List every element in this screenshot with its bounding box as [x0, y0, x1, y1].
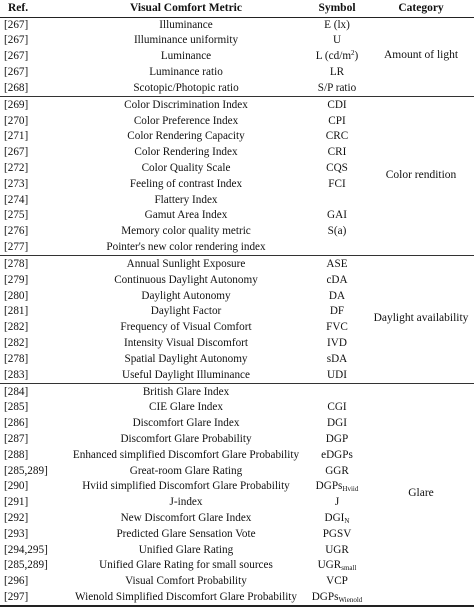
table-row	[0, 590, 474, 606]
ref-cell: [278]	[4, 257, 29, 270]
symbol-text: sDA	[326, 352, 348, 365]
ref-cell: [270]	[4, 114, 29, 127]
symbol-cell	[306, 464, 368, 480]
symbol-superscript: 2	[351, 49, 355, 58]
symbol-text: CPI	[328, 114, 346, 127]
table-row	[0, 432, 474, 448]
category-cell: Amount of light	[383, 49, 459, 61]
metric-cell: Color Preference Index	[133, 114, 239, 127]
symbol-cell	[306, 273, 368, 289]
ref-cell: [297]	[4, 590, 29, 603]
metric-cell: Color Rendering Capacity	[127, 130, 245, 143]
ref-cell: [281]	[4, 305, 29, 318]
metric-cell: Continuous Daylight Autonomy	[114, 273, 258, 286]
ref-cell: [284]	[4, 385, 29, 398]
ref-cell: [294,295]	[4, 543, 48, 556]
symbol-cell	[306, 65, 368, 81]
table-row	[0, 574, 474, 590]
metric-cell: British Glare Index	[142, 385, 230, 398]
metric-cell: Discomfort Glare Index	[132, 417, 240, 430]
symbol-cell	[306, 145, 368, 161]
symbol-cell	[306, 574, 368, 590]
metric-cell: Discomfort Glare Probability	[120, 432, 252, 445]
symbol-cell	[306, 590, 368, 607]
table-row	[0, 385, 474, 401]
metric-cell: Frequency of Visual Comfort	[120, 321, 252, 334]
ref-cell: [267]	[4, 50, 29, 63]
table-row	[0, 368, 474, 384]
symbol-text: eDGPs	[321, 448, 353, 461]
symbol-text: ASE	[326, 257, 348, 270]
symbol-cell	[306, 448, 368, 464]
table-rule	[0, 96, 474, 97]
symbol-cell	[306, 336, 368, 352]
symbol-cell	[306, 495, 368, 511]
symbol-cell	[306, 511, 368, 528]
ref-cell: [267]	[4, 146, 29, 159]
symbol-text: PGSV	[322, 527, 352, 540]
symbol-tail: )	[354, 50, 359, 63]
symbol-cell	[306, 208, 368, 224]
ref-cell: [285,289]	[4, 464, 48, 477]
ref-cell: [276]	[4, 225, 29, 238]
metric-cell: Unified Glare Rating for small sources	[99, 559, 273, 572]
table-row	[0, 289, 474, 305]
table-row	[0, 81, 474, 97]
table-row	[0, 224, 474, 240]
ref-cell: [296]	[4, 575, 29, 588]
metric-cell: Feeling of contrast Index	[129, 177, 243, 190]
category-cell: Color rendition	[385, 168, 457, 181]
metric-cell: Spatial Daylight Autonomy	[124, 352, 248, 365]
table-row	[0, 145, 474, 161]
ref-cell: [291]	[4, 496, 29, 509]
metric-cell: Hviid simplified Discomfort Glare Probability	[82, 480, 290, 493]
symbol-text: FCI	[328, 177, 346, 190]
symbol-cell	[306, 368, 368, 384]
symbol-cell	[306, 257, 368, 273]
ref-cell: [267]	[4, 65, 29, 78]
table-row	[0, 193, 474, 209]
ref-cell: [283]	[4, 368, 29, 381]
table-row	[0, 352, 474, 368]
table-row	[0, 464, 474, 480]
table-row	[0, 336, 474, 352]
table-row	[0, 33, 474, 49]
table-row	[0, 527, 474, 543]
ref-cell: [274]	[4, 193, 29, 206]
header-symbol: Symbol	[318, 2, 356, 14]
category-cell: Glare	[408, 487, 434, 500]
metric-cell: Unified Glare Rating	[138, 543, 234, 556]
table-row	[0, 18, 474, 34]
symbol-cell	[306, 543, 368, 559]
metric-cell: Enhanced simplified Discomfort Glare Probability	[72, 448, 300, 461]
table-row	[0, 543, 474, 559]
symbol-text: VCP	[326, 575, 348, 588]
table-rule	[0, 255, 474, 256]
symbol-cell	[306, 558, 368, 575]
ref-cell: [282]	[4, 336, 29, 349]
table-row	[0, 98, 474, 114]
symbol-text: IVD	[327, 336, 347, 349]
metric-cell: Daylight Factor	[150, 305, 222, 318]
ref-cell: [279]	[4, 273, 29, 286]
symbol-cell	[306, 33, 368, 49]
table-row	[0, 400, 474, 416]
metric-cell: CIE Glare Index	[149, 401, 223, 414]
symbol-text: S(a)	[327, 225, 347, 238]
ref-cell: [286]	[4, 417, 29, 430]
symbol-text: DF	[329, 305, 345, 318]
header-category: Category	[398, 2, 444, 14]
table-rule	[0, 17, 474, 19]
metric-cell: Gamut Area Index	[144, 209, 228, 222]
table-row	[0, 273, 474, 289]
ref-cell: [293]	[4, 527, 29, 540]
ref-cell: [282]	[4, 321, 29, 334]
table-row	[0, 129, 474, 145]
symbol-cell	[306, 18, 368, 34]
table-row	[0, 511, 474, 527]
metric-cell: Color Quality Scale	[141, 161, 231, 174]
metric-cell: Luminance	[160, 50, 212, 63]
ref-cell: [292]	[4, 511, 29, 524]
metric-cell: New Discomfort Glare Index	[120, 511, 252, 524]
symbol-cell	[306, 224, 368, 240]
table-row	[0, 257, 474, 273]
symbol-cell	[306, 527, 368, 543]
table-row	[0, 416, 474, 432]
metric-cell: Scotopic/Photopic ratio	[133, 81, 239, 94]
symbol-cell	[306, 304, 368, 320]
symbol-text: CDI	[327, 98, 347, 111]
table-row	[0, 65, 474, 81]
symbol-subscript: N	[344, 516, 350, 525]
metric-cell: Intensity Visual Discomfort	[123, 336, 249, 349]
symbol-cell	[306, 98, 368, 114]
metric-cell: Luminance ratio	[149, 65, 223, 78]
symbol-text: CRI	[327, 146, 347, 159]
table-row	[0, 208, 474, 224]
symbol-cell	[306, 81, 368, 97]
symbol-text: LR	[329, 65, 345, 78]
category-cell: Daylight availability	[373, 312, 469, 325]
header-ref: Ref.	[8, 2, 29, 14]
table-row	[0, 448, 474, 464]
metric-cell: Daylight Autonomy	[141, 289, 231, 302]
symbol-cell	[306, 416, 368, 432]
ref-cell: [285,289]	[4, 559, 48, 572]
ref-cell: [273]	[4, 177, 29, 190]
ref-cell: [277]	[4, 240, 29, 253]
symbol-text: CRC	[325, 130, 349, 143]
symbol-subscript: Hviid	[342, 485, 359, 494]
table-row	[0, 240, 474, 256]
symbol-cell	[306, 432, 368, 448]
symbol-cell	[306, 161, 368, 177]
ref-cell: [290]	[4, 480, 29, 493]
symbol-text: GAI	[327, 209, 347, 222]
metric-cell: Pointer's new color rendering index	[106, 240, 266, 253]
symbol-cell	[306, 320, 368, 336]
ref-cell: [267]	[4, 18, 29, 31]
symbol-text: GGR	[325, 464, 349, 477]
symbol-text: DGI	[327, 417, 347, 430]
symbol-cell	[306, 49, 368, 66]
symbol-text: L (cd/m	[315, 50, 352, 63]
symbol-text: UGR	[317, 559, 342, 572]
symbol-text: DGP	[325, 432, 349, 445]
ref-cell: [278]	[4, 352, 29, 365]
metric-cell: Useful Daylight Illuminance	[121, 368, 250, 381]
symbol-cell	[306, 400, 368, 416]
ref-cell: [275]	[4, 209, 29, 222]
metric-cell: Color Rendering Index	[134, 146, 238, 159]
symbol-text: U	[332, 34, 342, 47]
metric-cell: Annual Sunlight Exposure	[126, 257, 246, 270]
symbol-cell	[306, 177, 368, 193]
symbol-cell	[306, 129, 368, 145]
symbol-text: CGI	[327, 401, 347, 414]
metric-cell: Memory color quality metric	[121, 225, 251, 238]
symbol-text: UDI	[327, 368, 347, 381]
symbol-subscript: Wienold	[338, 595, 363, 604]
symbol-cell	[306, 114, 368, 130]
symbol-text: DGPs	[311, 590, 339, 603]
metric-cell: Flattery Index	[154, 193, 218, 206]
table-row	[0, 558, 474, 574]
metric-cell: Visual Comfort Probability	[125, 575, 247, 588]
ref-cell: [272]	[4, 161, 29, 174]
symbol-cell	[306, 352, 368, 368]
table-rule	[0, 383, 474, 384]
symbol-text: CQS	[326, 161, 348, 174]
symbol-text: FVC	[326, 321, 348, 334]
symbol-text: E (lx)	[324, 18, 350, 31]
ref-cell: [288]	[4, 448, 29, 461]
symbol-text: UGR	[325, 543, 349, 556]
ref-cell: [271]	[4, 130, 29, 143]
table-row	[0, 114, 474, 130]
header-metric: Visual Comfort Metric	[130, 2, 242, 14]
symbol-text: S/P ratio	[317, 81, 357, 94]
symbol-text: J	[334, 496, 340, 509]
ref-cell: [285]	[4, 401, 29, 414]
symbol-text: DGI	[324, 511, 345, 524]
ref-cell: [269]	[4, 98, 29, 111]
symbol-text: DGPs	[315, 480, 343, 493]
symbol-text: DA	[328, 289, 346, 302]
ref-cell: [287]	[4, 432, 29, 445]
ref-cell: [268]	[4, 81, 29, 94]
symbol-cell	[306, 289, 368, 305]
metric-cell: J-index	[169, 496, 203, 509]
ref-cell: [267]	[4, 34, 29, 47]
metric-cell: Wienold Simplified Discomfort Glare Probability	[74, 590, 298, 603]
metric-cell: Great-room Glare Rating	[129, 464, 243, 477]
symbol-cell	[306, 479, 368, 496]
symbol-subscript: small	[341, 564, 357, 573]
ref-cell: [280]	[4, 289, 29, 302]
metric-cell: Illuminance	[159, 18, 213, 31]
metric-cell: Predicted Glare Sensation Vote	[116, 527, 256, 540]
symbol-text: cDA	[326, 273, 348, 286]
metric-cell: Illuminance uniformity	[133, 34, 239, 47]
metric-cell: Color Discrimination Index	[124, 98, 248, 111]
